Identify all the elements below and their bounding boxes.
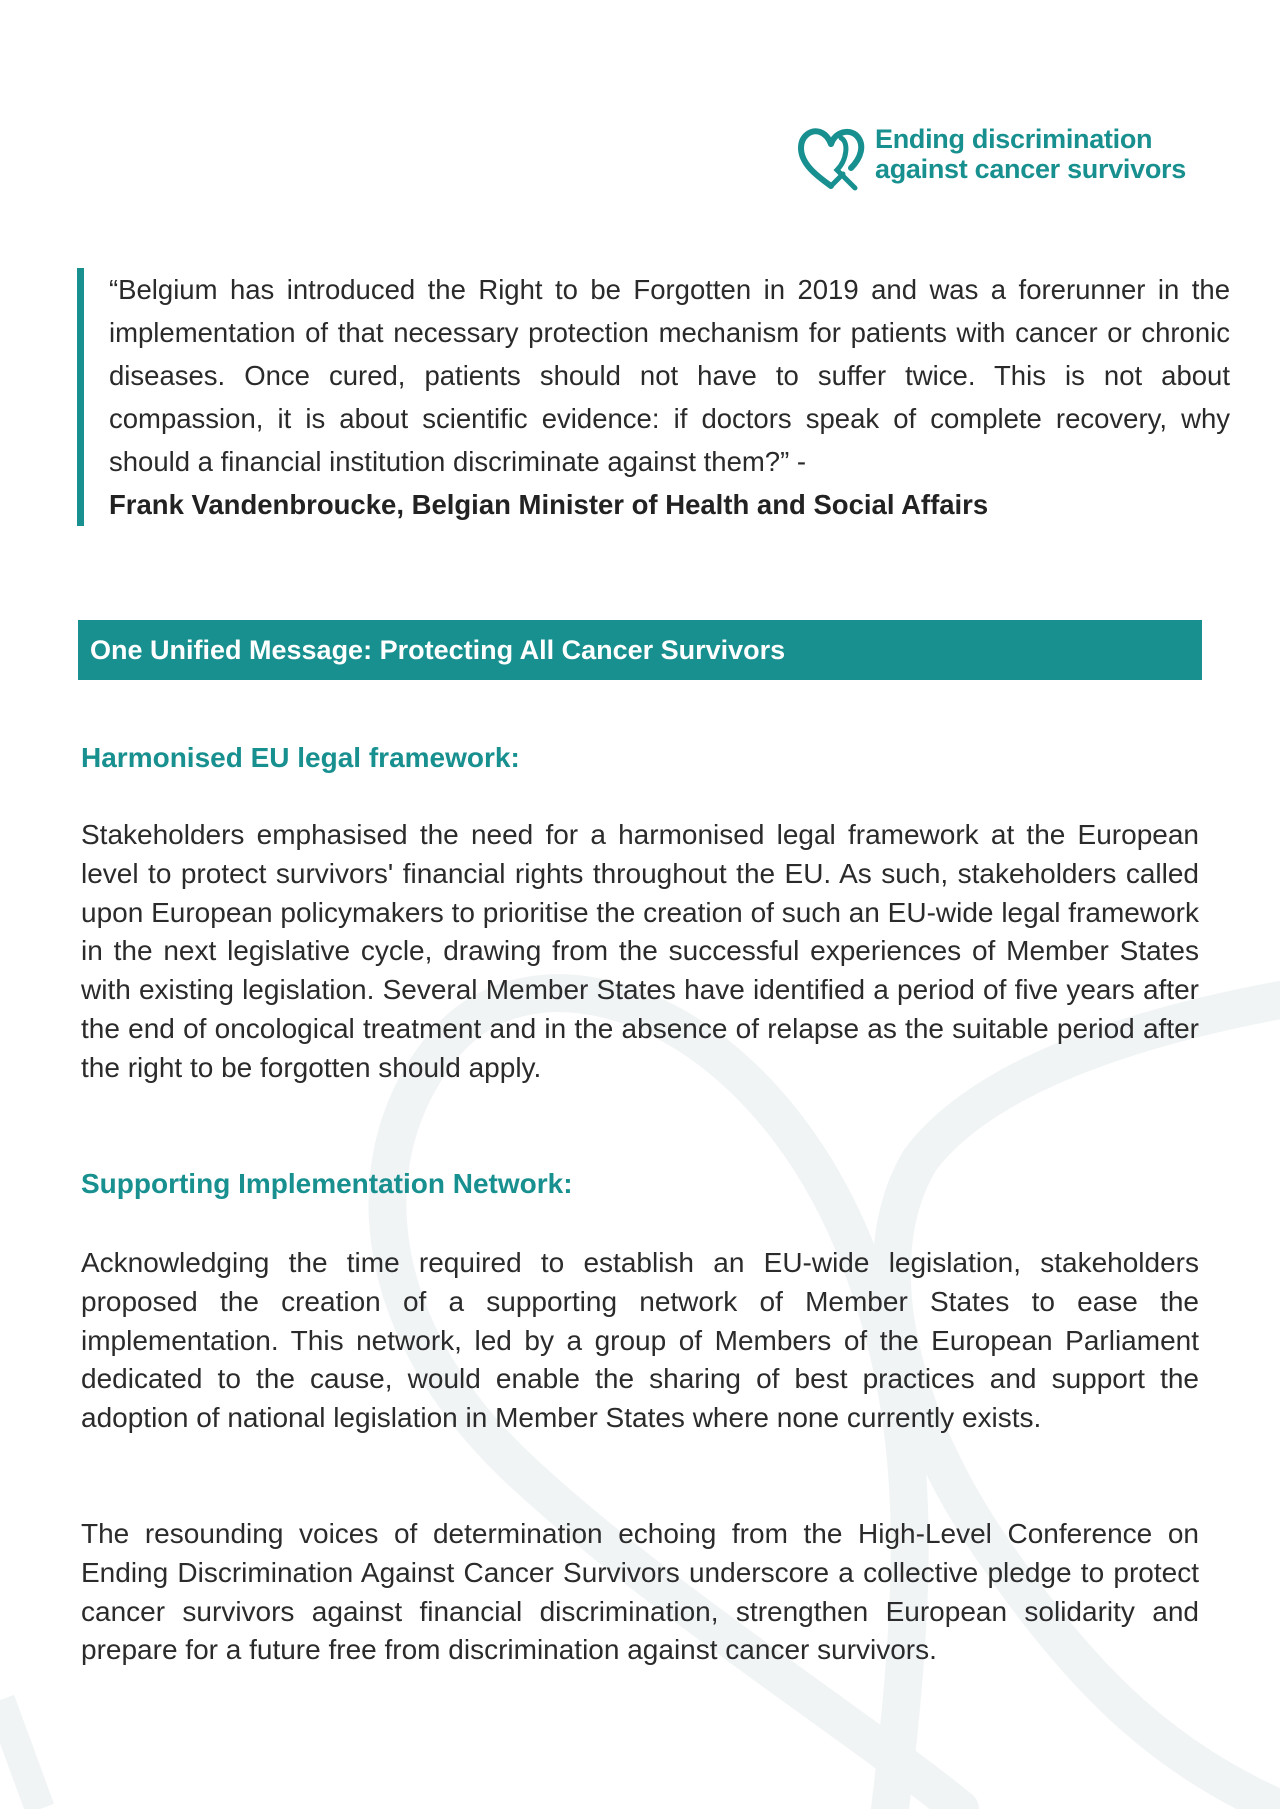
paragraph-implementation-network: Acknowledging the time required to establish an EU-wide legislation, stakeholders proposed the creation of a supporting network of Member States to ease the implementation. This network, led by a group of Members of the European Parliament dedicated to the cause, would enable the sharing of best practices and support the adoption of national legislation in Member States where none currently exists. bbox=[81, 1247, 1199, 1434]
logo bbox=[795, 124, 1186, 194]
quote-text: “Belgium has introduced the Right to be Forgotten in 2019 and was a forerunner in the implementation of that necessary protection mechanism for patients with cancer or chronic diseases. Once cured, patients should not have to suffer twice. This is not about compassion, it is about scientific evidence: if doctors speak of complete recovery, why should a financial institution discriminate against them?” - bbox=[109, 274, 1230, 477]
banner-title: One Unified Message: Protecting All Cancer Survivors bbox=[90, 634, 786, 665]
paragraph-conclusion: The resounding voices of determination echoing from the High-Level Conference on Ending Discrimination Against Cancer Survivors underscore a collective pledge to protect cancer survivors against financial discrimination, strengthen European solidarity and prepare for a future free from discrimination against cancer survivors. bbox=[81, 1518, 1199, 1666]
paragraph-harmonised-framework: Stakeholders emphasised the need for a harmonised legal framework at the European level to protect survivors' financial rights throughout the EU. As such, stakeholders called upon European policymakers to prioritise the creation of such an EU-wide legal framework in the next legislative cycle, drawing from the successful experiences of Member States with existing legislation. Several Member States have identified a period of five years after the end of oncological treatment and in the absence of relapse as the suitable period after the right to be forgotten should apply. bbox=[81, 819, 1199, 1083]
section-heading-harmonised-framework: Harmonised EU legal framework: bbox=[81, 742, 520, 773]
logo-line-2: against cancer survivors bbox=[875, 154, 1186, 184]
heart-ribbon-icon bbox=[795, 124, 867, 194]
section-heading-implementation-network: Supporting Implementation Network: bbox=[81, 1168, 573, 1199]
logo-text bbox=[875, 124, 1186, 184]
section-banner bbox=[78, 620, 1202, 680]
quote-block bbox=[77, 268, 1230, 526]
quote-author: Frank Vandenbroucke, Belgian Minister of Health and Social Affairs bbox=[109, 489, 989, 520]
logo-line-1: Ending discrimination bbox=[875, 124, 1153, 154]
